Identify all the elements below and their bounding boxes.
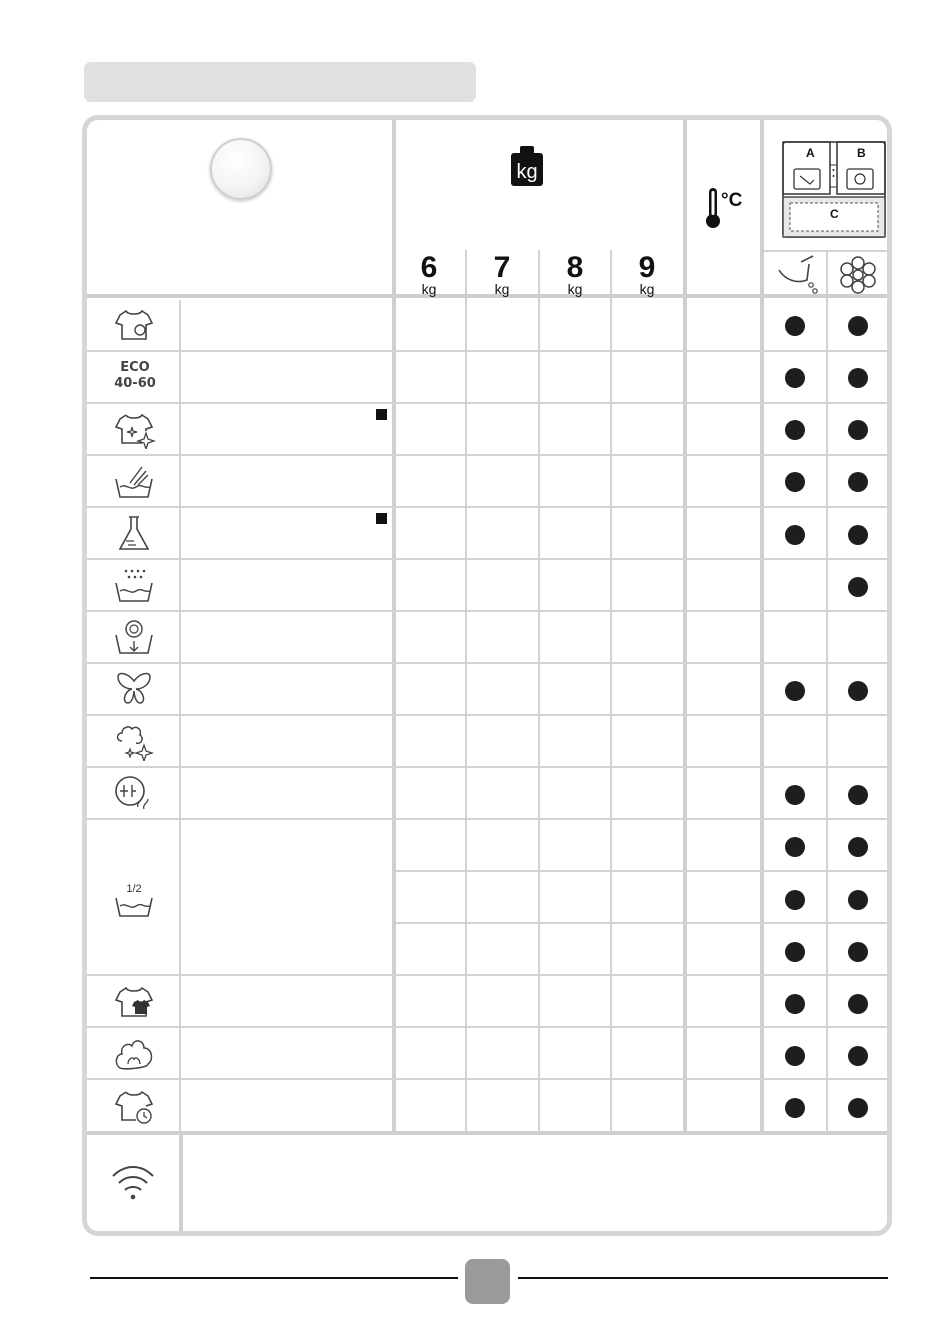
detergent-dot: [785, 472, 805, 492]
load-value: 6: [420, 251, 438, 284]
eco-label: ECO: [120, 360, 150, 375]
detergent-pour-icon: [775, 254, 821, 296]
softener-dot: [848, 837, 868, 857]
cotton-icon: [112, 1034, 156, 1074]
eco-40-60-icon: [105, 360, 165, 392]
drawer-label-b: B: [857, 146, 866, 160]
temperature-unit: °C: [721, 190, 743, 211]
eco-range-label: 40-60: [114, 376, 156, 391]
load-unit: kg: [494, 281, 510, 297]
thermometer-icon: [705, 186, 755, 230]
detergent-dot: [785, 890, 805, 910]
weight-kg-icon: [509, 144, 545, 188]
program-table: [82, 115, 892, 1236]
load-value: 8: [566, 251, 584, 284]
shirt-stain-icon: [112, 305, 156, 345]
softener-dot: [848, 785, 868, 805]
detergent-dot: [785, 837, 805, 857]
softener-dot: [848, 681, 868, 701]
detergent-dot: [785, 316, 805, 336]
detergent-dot: [785, 1098, 805, 1118]
half-load-label: 1/2: [126, 883, 142, 895]
section-title-bar: [84, 62, 476, 102]
spin-drain-icon: [112, 617, 156, 657]
softener-dot: [848, 994, 868, 1014]
weight-kg-label: kg: [516, 161, 538, 183]
softener-dot: [848, 1098, 868, 1118]
detergent-dot: [785, 994, 805, 1014]
detergent-dot: [785, 368, 805, 388]
detergent-dot: [785, 420, 805, 440]
load-column-6: [394, 251, 464, 297]
program-selector-knob: [210, 138, 272, 200]
softener-dot: [848, 942, 868, 962]
flask-icon: [112, 513, 156, 553]
shirt-sparkle-icon: [112, 409, 156, 449]
detergent-drawer-diagram: [780, 137, 888, 247]
note-marker: [376, 513, 387, 524]
load-unit: kg: [639, 281, 655, 297]
steam-sparkle-icon: [112, 721, 156, 761]
detergent-dot: [785, 1046, 805, 1066]
drawer-label-a: A: [806, 146, 815, 160]
load-column-7: [467, 251, 537, 297]
softener-dot: [848, 1046, 868, 1066]
load-unit: kg: [421, 281, 437, 297]
load-column-9: [612, 251, 682, 297]
wifi-icon: [109, 1162, 157, 1202]
allergy-steam-icon: [112, 773, 156, 813]
load-column-8: [540, 251, 610, 297]
drawer-label-c: C: [830, 207, 839, 221]
softener-dot: [848, 472, 868, 492]
detergent-dot: [785, 942, 805, 962]
load-value: 7: [493, 251, 511, 284]
program-grid: [87, 120, 887, 1231]
shirt-timer-icon: [112, 1086, 156, 1126]
footer-rule-left: [90, 1277, 458, 1279]
butterfly-icon: [112, 669, 156, 709]
softener-dot: [848, 420, 868, 440]
softener-dot: [848, 577, 868, 597]
hand-wash-icon: [112, 461, 156, 501]
detergent-dot: [785, 785, 805, 805]
softener-flower-icon: [835, 254, 881, 296]
softener-dot: [848, 368, 868, 388]
footer-rule-right: [518, 1277, 888, 1279]
page-number-tab: [465, 1259, 510, 1304]
softener-dot: [848, 316, 868, 336]
softener-dot: [848, 890, 868, 910]
temperature-header: [705, 186, 755, 230]
note-marker: [376, 409, 387, 420]
detergent-dot: [785, 681, 805, 701]
rinse-icon: [112, 565, 156, 605]
detergent-dot: [785, 525, 805, 545]
load-value: 9: [638, 251, 656, 284]
dark-shirt-icon: [112, 982, 156, 1022]
half-load-icon: [112, 880, 156, 920]
softener-dot: [848, 525, 868, 545]
load-unit: kg: [567, 281, 583, 297]
